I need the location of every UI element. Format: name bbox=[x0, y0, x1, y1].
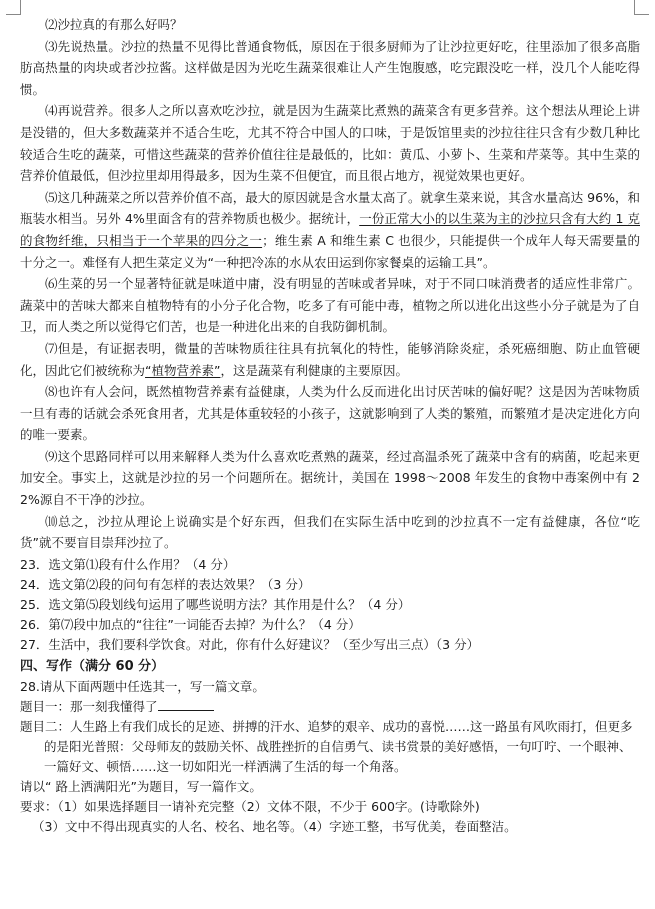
writing-topic-1-text: 题目一：那一刻我懂得了 bbox=[20, 698, 158, 714]
paragraph-3: ⑶先说热量。沙拉的热量不见得比普通食物低，原因在于很多厨师为了让沙拉更好吃，往里添加了很多高脂肪高热量的肉块或者沙拉酱。这样做是因为光吃生蔬菜很难让人产生饱腹感，吃完跟没吃一样，没几个人能吃得惯。 bbox=[20, 38, 640, 97]
paragraph-7-underlined-term: “植物营养素” bbox=[145, 362, 221, 378]
writing-section bbox=[20, 656, 640, 837]
question-26: 26．第⑺段中加点的“往往”一词能否去掉？为什么？（4 分） bbox=[20, 616, 361, 632]
paragraph-7-text-after: ，这是蔬菜有利健康的主要原因。 bbox=[220, 362, 408, 378]
exam-page bbox=[20, 14, 640, 837]
writing-heading: 四、写作（满分 60 分） bbox=[20, 658, 165, 674]
paragraph-5-underlined-sentence: 一份正常大小的以生菜为主的沙拉只含有大约 1 克的食物纤维，只相当于一个苹果的四分之一 bbox=[20, 211, 640, 248]
paragraph-5-text-before: ⑸这几种蔬菜之所以营养价值不高，最大的原因就是含水量太高了。就拿生菜来说，其含水量高达 96%，和瓶装水相当。另外 4%里面含有的营养物质也极少。据统计， bbox=[20, 189, 640, 227]
page-corner-mark-right bbox=[634, 0, 649, 15]
paragraph-5 bbox=[20, 187, 640, 273]
page-corner-mark-left bbox=[6, 0, 21, 15]
fill-in-blank bbox=[158, 697, 214, 711]
paragraph-6: ⑹生菜的另一个显著特征就是味道中庸，没有明显的苦味或者异味，对于不同口味消费者的适应性非常广。蔬菜中的苦味大都来自植物特有的小分子化合物，吃多了有可能中毒，植物之所以进化出这些小分子就是为了自卫，而人类之所以觉得它们苦，也是一种进化出来的自我防御机制。 bbox=[20, 276, 640, 335]
paragraph-7-text-before: ⑺但是，有证据表明，微量的苦味物质往往具有抗氧化的特性，能够消除炎症，杀死癌细胞、防止血管硬化，因此它们被统称为 bbox=[20, 340, 640, 378]
paragraph-5-text-after: ；维生素 A 和维生素 C 也很少，只能提供一个成年人每天需要量的十分之一。难怪有人把生菜定义为“一种把冷冻的水从农田运到你家餐桌的运输工具”。 bbox=[20, 232, 640, 270]
paragraph-10: ⑽总之，沙拉从理论上说确实是个好东西，但我们在实际生活中吃到的沙拉真不一定有益健康，各位“吃货”就不要盲目崇拜沙拉了。 bbox=[20, 513, 640, 551]
question-23: 23．选文第⑴段有什么作用？（4 分） bbox=[20, 556, 236, 572]
question-24: 24．选文第⑵段的问句有怎样的表达效果？（3 分） bbox=[20, 576, 311, 592]
paragraph-4: ⑷再说营养。很多人之所以喜欢吃沙拉，就是因为生蔬菜比煮熟的蔬菜含有更多营养。这个想法从理论上讲是没错的，但大多数蔬菜并不适合生吃，尤其不符合中国人的口味，于是饭馆里卖的沙拉往往只含有少数几种比较适合生吃的蔬菜，可惜这些蔬菜的营养价值往往是最低的，比如：黄瓜、小萝卜、生菜和芹菜等。其中生菜的营养价值最低，但沙拉里却用得最多，因为生菜不但便宜，而且很占地方，视觉效果也更好。 bbox=[20, 103, 640, 184]
question-list bbox=[20, 555, 640, 655]
paragraph-8: ⑻也许有人会问，既然植物营养素有益健康，人类为什么反而进化出讨厌苦味的偏好呢？这是因为苦味物质一旦有毒的话就会杀死食用者，尤其是体重较轻的小孩子，这就影响到了人类的繁殖，而繁殖才是决定进化方向的唯一要素。 bbox=[20, 384, 640, 443]
paragraph-2: ⑵沙拉真的有那么好吗？ bbox=[45, 17, 183, 32]
writing-requirements-2: （3）文中不得出现真实的人名、校名、地名等。（4）字迹工整，书写优美，卷面整洁。 bbox=[32, 818, 517, 834]
paragraph-7 bbox=[20, 338, 640, 381]
question-27: 27．生活中，我们要科学饮食。对此，你有什么好建议？（至少写出三点）（3 分） bbox=[20, 636, 480, 652]
writing-topic-1 bbox=[20, 697, 640, 717]
question-25: 25．选文第⑸段划线句运用了哪些说明方法？其作用是什么？（4 分） bbox=[20, 596, 411, 612]
writing-instruction: 28.请从下面两题中任选其一，写一篇文章。 bbox=[20, 678, 265, 694]
paragraph-9: ⑼这个思路同样可以用来解释人类为什么喜欢吃煮熟的蔬菜，经过高温杀死了蔬菜中含有的病菌，吃起来更加安全。事实上，这就是沙拉的另一个问题所在。据统计，美国在 1998～2008 年发生的食物中毒案例中有 22%源自不干净的沙拉。 bbox=[20, 448, 640, 508]
writing-topic-2-prompt: 请以“ 路上洒满阳光”为题目，写一篇作文。 bbox=[20, 778, 262, 794]
writing-requirements-1: 要求：（1）如果选择题目一请补充完整（2）文体不限，不少于 600字。(诗歌除外) bbox=[20, 798, 480, 814]
writing-topic-2: 题目二：人生路上有我们成长的足迹、拼搏的汗水、追梦的艰辛、成功的喜悦……这一路虽有风吹雨打，但更多的是阳光普照：父母师友的鼓励关怀、战胜挫折的自信勇气、读书赏景的美好感悟，一句叮咛、一个眼神、一篇好文、顿悟……这一切如阳光一样洒满了生活的每一个角落。 bbox=[20, 718, 633, 774]
